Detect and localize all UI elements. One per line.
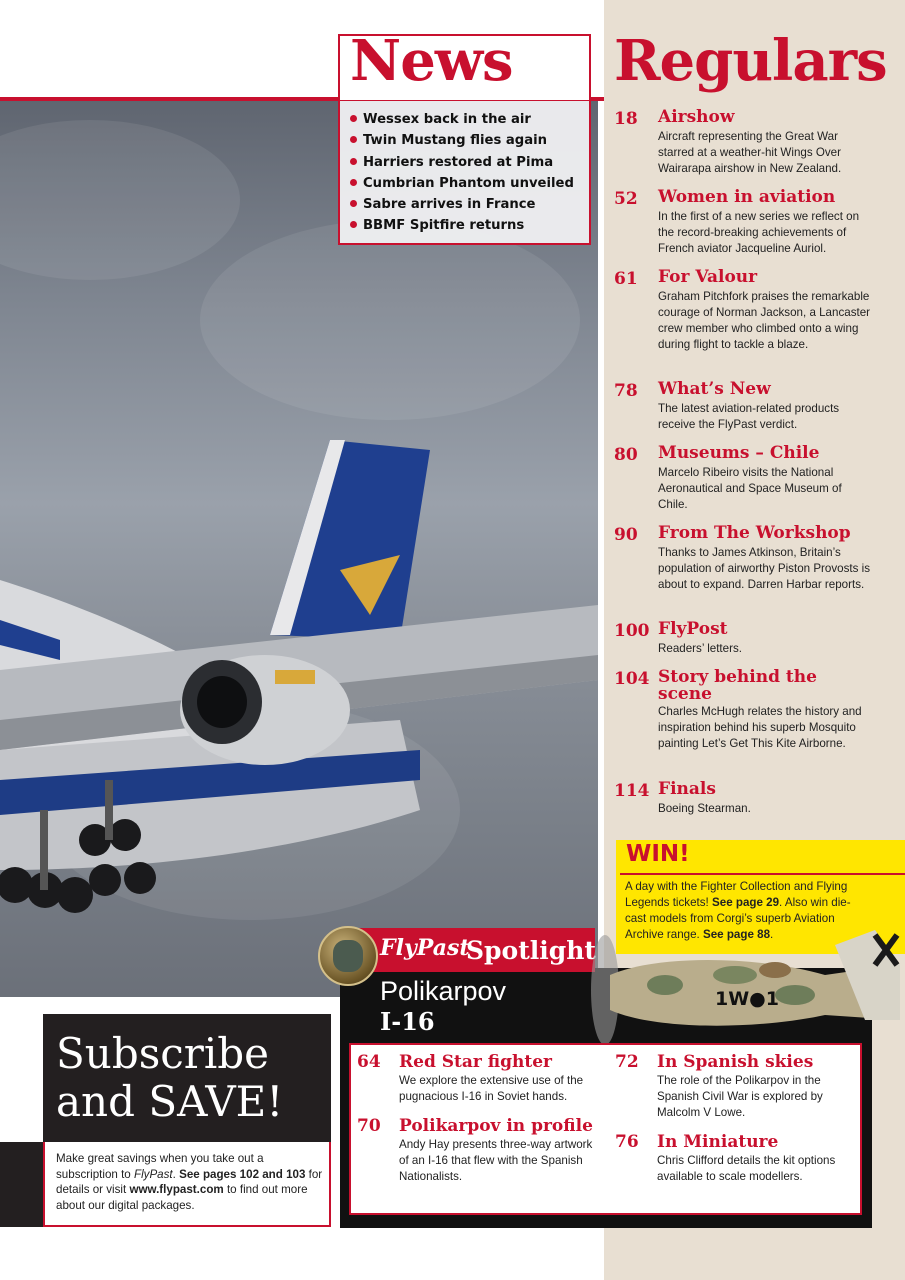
subscribe-page-ref[interactable]: See pages 102 and 103 xyxy=(179,1167,306,1181)
page-number: 52 xyxy=(614,189,638,209)
win-heading: WIN! xyxy=(626,841,690,867)
win-rule xyxy=(620,873,905,875)
spotlight-subject-model: I-16 xyxy=(380,1007,435,1036)
article-title: In Spanish skies xyxy=(657,1052,814,1072)
article-desc: Readers’ letters. xyxy=(658,642,742,655)
news-item[interactable]: Harriers restored at Pima xyxy=(350,152,589,173)
page-number: 72 xyxy=(615,1052,639,1072)
news-item[interactable]: Cumbrian Phantom unveiled xyxy=(350,173,589,194)
article-title: FlyPost xyxy=(658,619,728,639)
article-desc: Andy Hay presents three-way artwork of an I-16 that flew with the Spanish Nationalists. xyxy=(399,1138,593,1183)
win-page-ref[interactable]: See page 29 xyxy=(712,896,780,909)
article-title: Museums – Chile xyxy=(658,443,820,463)
article-desc: The latest aviation-related products receive the FlyPast verdict. xyxy=(658,402,840,431)
article-desc: Charles McHugh relates the history and inspiration behind his superb Mosquito painting Let’s Get This Kite Airborne. xyxy=(658,705,862,750)
page-number: 90 xyxy=(614,525,638,545)
article-title: Women in aviation xyxy=(658,187,836,207)
page-number: 114 xyxy=(614,781,650,801)
article-desc: The role of the Polikarpov in the Spanish Civil War is explored by Malcolm V Lowe. xyxy=(657,1074,823,1119)
article-desc: In the first of a new series we reflect on the record-breaking achievements of French aviator Jacqueline Auriol. xyxy=(658,210,860,255)
spotlight-brand: FlyPast xyxy=(380,935,470,961)
article-title: For Valour xyxy=(658,267,758,287)
article-title: Story behind the scene xyxy=(658,667,817,704)
news-item[interactable]: Twin Mustang flies again xyxy=(350,130,589,151)
article-desc: Boeing Stearman. xyxy=(658,802,751,815)
article-desc: Chris Clifford details the kit options available to scale modellers. xyxy=(657,1154,836,1183)
news-item[interactable]: Wessex back in the air xyxy=(350,109,589,130)
page-number: 61 xyxy=(614,269,638,289)
article-desc: Thanks to James Atkinson, Britain’s population of airworthy Piston Provosts is about to expand. Darren Harbar reports. xyxy=(658,546,871,591)
polikarpov-illustration xyxy=(575,925,905,1045)
news-list xyxy=(338,101,591,245)
page-number: 76 xyxy=(615,1132,639,1152)
bullet-icon xyxy=(350,221,357,228)
subscribe-link[interactable]: www.flypast.com xyxy=(129,1183,224,1196)
bullet-icon xyxy=(350,158,357,165)
article-desc: Graham Pitchfork praises the remarkable courage of Norman Jackson, a Lancaster crew member who climbed onto a wing during flight to tackle a blaze. xyxy=(658,290,871,351)
page-number: 104 xyxy=(614,669,650,689)
subscribe-text: Make great savings when you take out a subscription to FlyPast. See pages 102 and 103 for details or visit www.flypast.com to find out more about our digital packages. xyxy=(56,1152,323,1212)
bullet-icon xyxy=(350,179,357,186)
article-title: Polikarpov in profile xyxy=(399,1116,593,1136)
news-heading: News xyxy=(350,28,513,94)
article-title: What’s New xyxy=(658,379,771,399)
page-number: 100 xyxy=(614,621,650,641)
bullet-icon xyxy=(350,136,357,143)
news-item[interactable]: BBMF Spitfire returns xyxy=(350,215,589,236)
bullet-icon xyxy=(350,115,357,122)
bullet-icon xyxy=(350,200,357,207)
win-text: A day with the Fighter Collection and Flying Legends tickets! See page 29. Also win die-cast models from Corgi’s superb Aviation Archive range. See page 88. xyxy=(625,880,851,941)
spotlight-label: Spotlight xyxy=(466,936,596,965)
article-desc: Aircraft representing the Great War starred at a weather-hit Wings Over Wairarapa airshow in New Zealand. xyxy=(658,130,842,175)
article-title: Airshow xyxy=(658,107,735,127)
plane-marking: 1W●1 xyxy=(715,988,779,1010)
page-number: 64 xyxy=(357,1052,381,1072)
win-page-ref-2[interactable]: See page 88 xyxy=(702,928,771,941)
airliner-illustration xyxy=(0,420,598,940)
spotlight-badge-pilot xyxy=(333,940,363,972)
spotlight-subject: Polikarpov xyxy=(380,976,507,1006)
article-title: In Miniature xyxy=(657,1132,779,1152)
regulars-heading: Regulars xyxy=(614,28,887,94)
news-item[interactable]: Sabre arrives in France xyxy=(350,194,589,215)
page-number: 18 xyxy=(614,109,638,129)
article-title: Finals xyxy=(658,779,716,799)
subscribe-heading[interactable]: Subscribe and SAVE! xyxy=(56,1029,284,1126)
page-number: 78 xyxy=(614,381,638,401)
article-title: From The Workshop xyxy=(658,523,851,543)
page-number: 70 xyxy=(357,1116,381,1136)
article-title: Red Star fighter xyxy=(399,1052,552,1072)
article-desc: We explore the extensive use of the pugnacious I-16 in Soviet hands. xyxy=(399,1074,584,1103)
page-number: 80 xyxy=(614,445,638,465)
article-desc: Marcelo Ribeiro visits the National Aeronautical and Space Museum of Chile. xyxy=(658,466,842,511)
subscribe-side-bar xyxy=(0,1142,43,1227)
